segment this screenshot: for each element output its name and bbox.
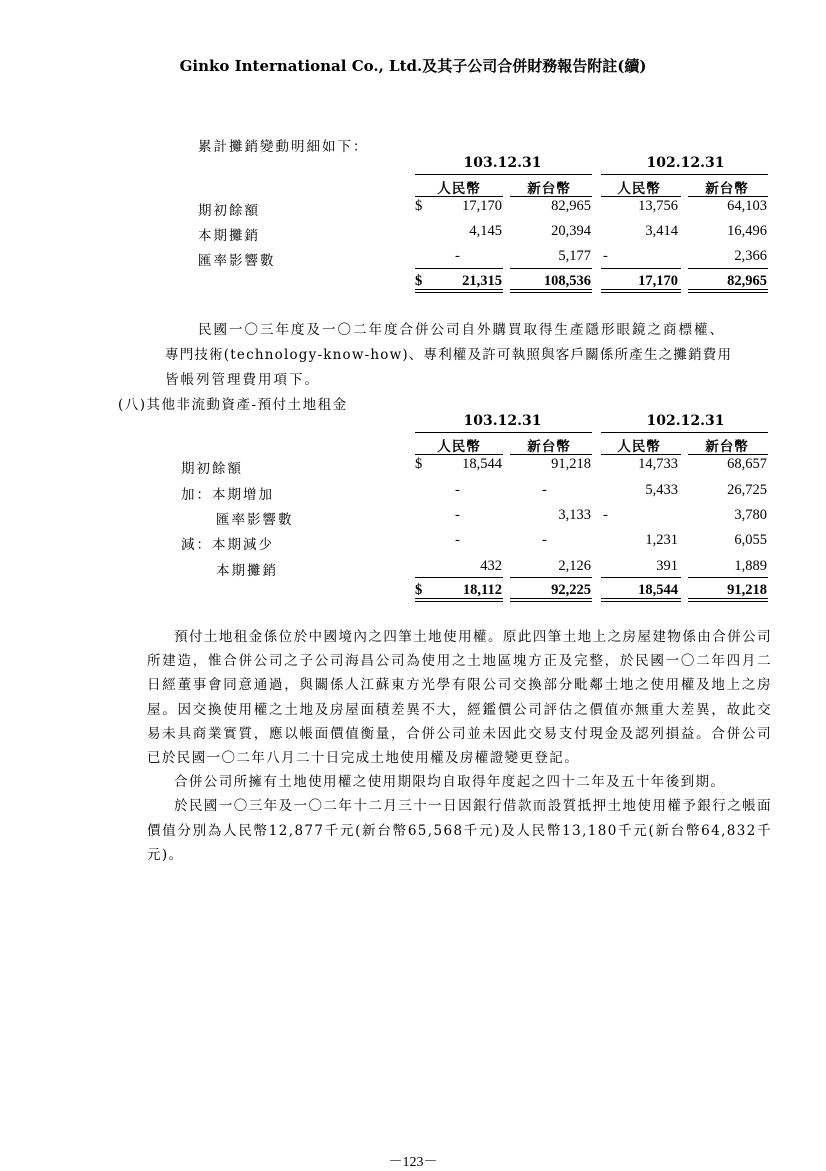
land-section-heading: (八)其他非流動資產-預付土地租金	[118, 397, 348, 413]
page-number: －123－	[388, 1155, 438, 1170]
land-col-rmb-102: 人民幣	[617, 439, 661, 455]
amort-col-rmb-103: 人民幣	[437, 181, 481, 197]
amort-cell: 13,756	[638, 198, 678, 214]
amort-period-103: 103.12.31	[463, 155, 542, 171]
land-col-ntd-102: 新台幣	[705, 439, 749, 455]
land-cell: -	[542, 532, 547, 548]
land-paragraph-3: 於民國一〇三年及一〇二年十二月三十一日因銀行借款而設質抵押土地使用權予銀行之帳面價值分別為人民幣12,877千元(新台幣65,568千元)及人民幣13,180千元(新台幣64,832千元)。	[147, 798, 772, 863]
amort-row-label: 期初餘額	[198, 203, 260, 219]
land-cell: -	[455, 482, 460, 498]
amort-note-line-1: 民國一〇三年度及一〇二年度合併公司自外購買取得生產隱形眼鏡之商標權、	[198, 322, 725, 338]
amort-cell: 64,103	[727, 198, 767, 214]
amort-col-ntd-102: 新台幣	[705, 181, 749, 197]
amort-cell: 5,177	[558, 248, 591, 264]
land-total: 91,218	[727, 582, 767, 598]
amort-cell: 3,414	[645, 223, 678, 239]
land-cell: -	[603, 507, 608, 523]
amort-col-rmb-102: 人民幣	[617, 181, 661, 197]
land-cell: 3,133	[558, 507, 591, 523]
land-cell: 91,218	[551, 456, 591, 472]
land-row-label: 期初餘額	[181, 461, 243, 477]
land-paragraph-2: 合併公司所擁有土地使用權之使用期限均自取得年度起之四十二年及五十年後到期。	[174, 774, 726, 791]
page-header: Ginko International Co., Ltd.及其子公司合併財務報告附註(續)	[179, 57, 647, 75]
dollar-sign: $	[415, 198, 423, 214]
amort-total: 21,315	[462, 273, 502, 289]
dollar-sign: $	[415, 456, 423, 472]
land-cell: 3,780	[734, 507, 767, 523]
land-col-ntd-103: 新台幣	[527, 439, 571, 455]
land-total: 18,544	[638, 582, 678, 598]
land-cell: 26,725	[727, 482, 767, 498]
land-period-103: 103.12.31	[463, 413, 542, 429]
amort-cell: -	[603, 248, 608, 264]
amort-cell: 82,965	[551, 198, 591, 214]
land-row-label: 匯率影響數	[216, 512, 294, 528]
land-cell: -	[455, 507, 460, 523]
amort-cell: 16,496	[727, 223, 767, 239]
amort-row-label: 本期攤銷	[198, 228, 260, 244]
amort-note-line-2: 專門技術(technology-know-how)、專利權及許可執照與客戶關係所產生之攤銷費用	[165, 347, 733, 363]
land-period-102: 102.12.31	[646, 413, 725, 429]
dollar-sign: $	[415, 273, 423, 289]
land-cell: 432	[480, 558, 502, 574]
dollar-sign: $	[415, 582, 423, 598]
land-cell: 68,657	[727, 456, 767, 472]
land-cell: 18,544	[462, 456, 502, 472]
amort-cell: 2,366	[734, 248, 767, 264]
land-notes	[147, 625, 772, 867]
amort-row-label: 匯率影響數	[198, 253, 276, 269]
land-row-label: 加：本期增加	[181, 487, 274, 503]
land-total: 18,112	[462, 582, 502, 598]
land-row-label: 減：本期減少	[181, 537, 274, 553]
amort-col-ntd-103: 新台幣	[527, 181, 571, 197]
land-row-label: 本期攤銷	[216, 563, 278, 579]
land-cell: 14,733	[638, 456, 678, 472]
land-cell: -	[542, 482, 547, 498]
amort-total: 17,170	[638, 273, 678, 289]
amort-cell: 17,170	[462, 198, 502, 214]
land-total: 92,225	[551, 582, 591, 598]
amort-total: 108,536	[543, 273, 591, 289]
amort-note-line-3: 皆帳列管理費用項下。	[165, 372, 320, 388]
land-cell: 391	[656, 558, 678, 574]
amort-cell: 20,394	[551, 223, 591, 239]
amort-intro: 累計攤銷變動明細如下：	[198, 139, 369, 155]
amort-cell: 4,145	[469, 223, 502, 239]
land-cell: -	[455, 532, 460, 548]
land-cell: 6,055	[734, 532, 767, 548]
amort-total: 82,965	[727, 273, 767, 289]
land-paragraph-1: 預付土地租金係位於中國境內之四筆土地使用權。原此四筆土地上之房屋建物係由合併公司所建造，惟合併公司之子公司海昌公司為使用之土地區塊方正及完整，於民國一〇二年四月二日經董事會同意通過，與關係人江蘇東方光學有限公司交換部分毗鄰土地之使用權及地上之房屋。因交換使用權之土地及房屋面積差異不大，經鑑價公司評估之價值亦無重大差異，故此交易未具商業實質，應以帳面價值衡量，合併公司並未因此交易支付現金及認列損益。合併公司已於民國一〇二年八月二十日完成土地使用權及房權證變更登記。	[147, 629, 772, 767]
amort-cell: -	[455, 248, 460, 264]
land-col-rmb-103: 人民幣	[437, 439, 481, 455]
land-cell: 2,126	[558, 558, 591, 574]
amort-period-102: 102.12.31	[646, 155, 725, 171]
land-cell: 1,231	[645, 532, 678, 548]
land-cell: 1,889	[734, 558, 767, 574]
land-cell: 5,433	[645, 482, 678, 498]
